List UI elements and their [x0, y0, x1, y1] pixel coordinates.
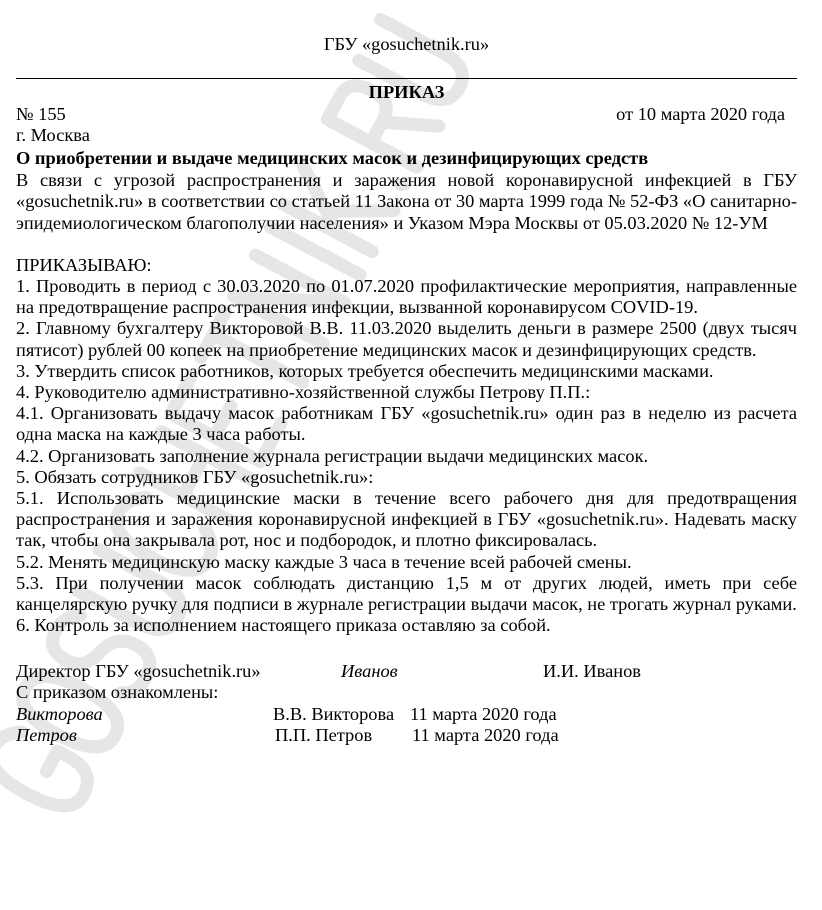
- order-item: 3. Утвердить список работников, которых требуется обеспечить медицинскими масками.: [16, 360, 714, 381]
- order-item: 4.1. Организовать выдачу масок работникам ГБУ «gosuchetnik.ru» один раз в неделю из расчета одна маска на каждые 3 часа работы.: [16, 403, 797, 445]
- acknowledged-label: С приказом ознакомлены:: [16, 682, 219, 703]
- director-name: И.И. Иванов: [543, 661, 641, 682]
- ack-name: В.В. Викторова: [273, 703, 395, 724]
- order-item: 4.2. Организовать заполнение журнала регистрации выдачи медицинских масок.: [16, 445, 649, 466]
- acknowledgement-row: [16, 704, 797, 725]
- order-item: 4. Руководителю административно-хозяйственной службы Петрову П.П.:: [16, 382, 591, 403]
- organization-name: ГБУ «gosuchetnik.ru»: [323, 34, 490, 54]
- order-subject: О приобретении и выдаче медицинских масок и дезинфицирующих средств: [16, 148, 649, 169]
- director-signature-row: [16, 661, 797, 682]
- director-signature: Иванов: [341, 661, 398, 682]
- ack-name: П.П. Петров: [275, 724, 373, 745]
- ack-date: 11 марта 2020 года: [412, 724, 559, 745]
- order-item: 6. Контроль за исполнением настоящего приказа оставляю за собой.: [16, 615, 551, 636]
- order-date: от 10 марта 2020 года: [616, 104, 785, 124]
- order-number: № 155: [16, 104, 66, 124]
- order-item: 5. Обязать сотрудников ГБУ «gosuchetnik.ru»:: [16, 466, 374, 487]
- ack-date: 11 марта 2020 года: [410, 703, 557, 724]
- director-position: Директор ГБУ «gosuchetnik.ru»: [16, 661, 261, 682]
- document-page: [16, 0, 797, 746]
- order-item: 2. Главному бухгалтеру Викторовой В.В. 11.03.2020 выделить деньги в размере 2500 (двух тысяч пятисот) рублей 00 копеек на приобретение медицинских масок и дезинфицирующих средств.: [16, 318, 797, 360]
- ack-signature: Петров: [16, 724, 77, 745]
- spacer: [16, 234, 797, 255]
- spacer: [16, 636, 797, 661]
- ack-signature: Викторова: [16, 703, 103, 724]
- order-item: 1. Проводить в период с 30.03.2020 по 01.07.2020 профилактические мероприятия, направленные на предотвращение распространения инфекции, вызванной коронавирусом COVID-19.: [16, 276, 797, 318]
- acknowledgement-row: [16, 725, 797, 746]
- order-title: ПРИКАЗ: [368, 82, 445, 102]
- order-meta-row: [16, 104, 797, 125]
- order-item: 5.3. При получении масок соблюдать дистанцию 1,5 м от других людей, иметь при себе канцелярскую ручку для подписи в журнале регистрации выдачи масок, не трогать журнал руками.: [16, 572, 797, 615]
- order-directive: ПРИКАЗЫВАЮ:: [16, 254, 152, 275]
- order-item: 5.2. Менять медицинскую маску каждые 3 часа в течение всей рабочей смены.: [16, 551, 632, 572]
- order-preamble: В связи с угрозой распространения и заражения новой коронавирусной инфекцией в ГБУ «gosuchetnik.ru» в соответствии со статьей 11 Закона от 30 марта 1999 года № 52-ФЗ «О санитарно-эпидемиологическом благополучии населения» и Указом Мэра Москвы от 05.03.2020 № 12-УМ: [16, 170, 797, 233]
- order-city: г. Москва: [16, 125, 90, 145]
- order-item: 5.1. Использовать медицинские маски в течение всего рабочего дня для предотвращения распространения и заражения коронавирусной инфекцией в ГБУ «gosuchetnik.ru». Надевать маску так, чтобы она закрывала рот, нос и подбородок, и плотно фиксировалась.: [16, 488, 797, 551]
